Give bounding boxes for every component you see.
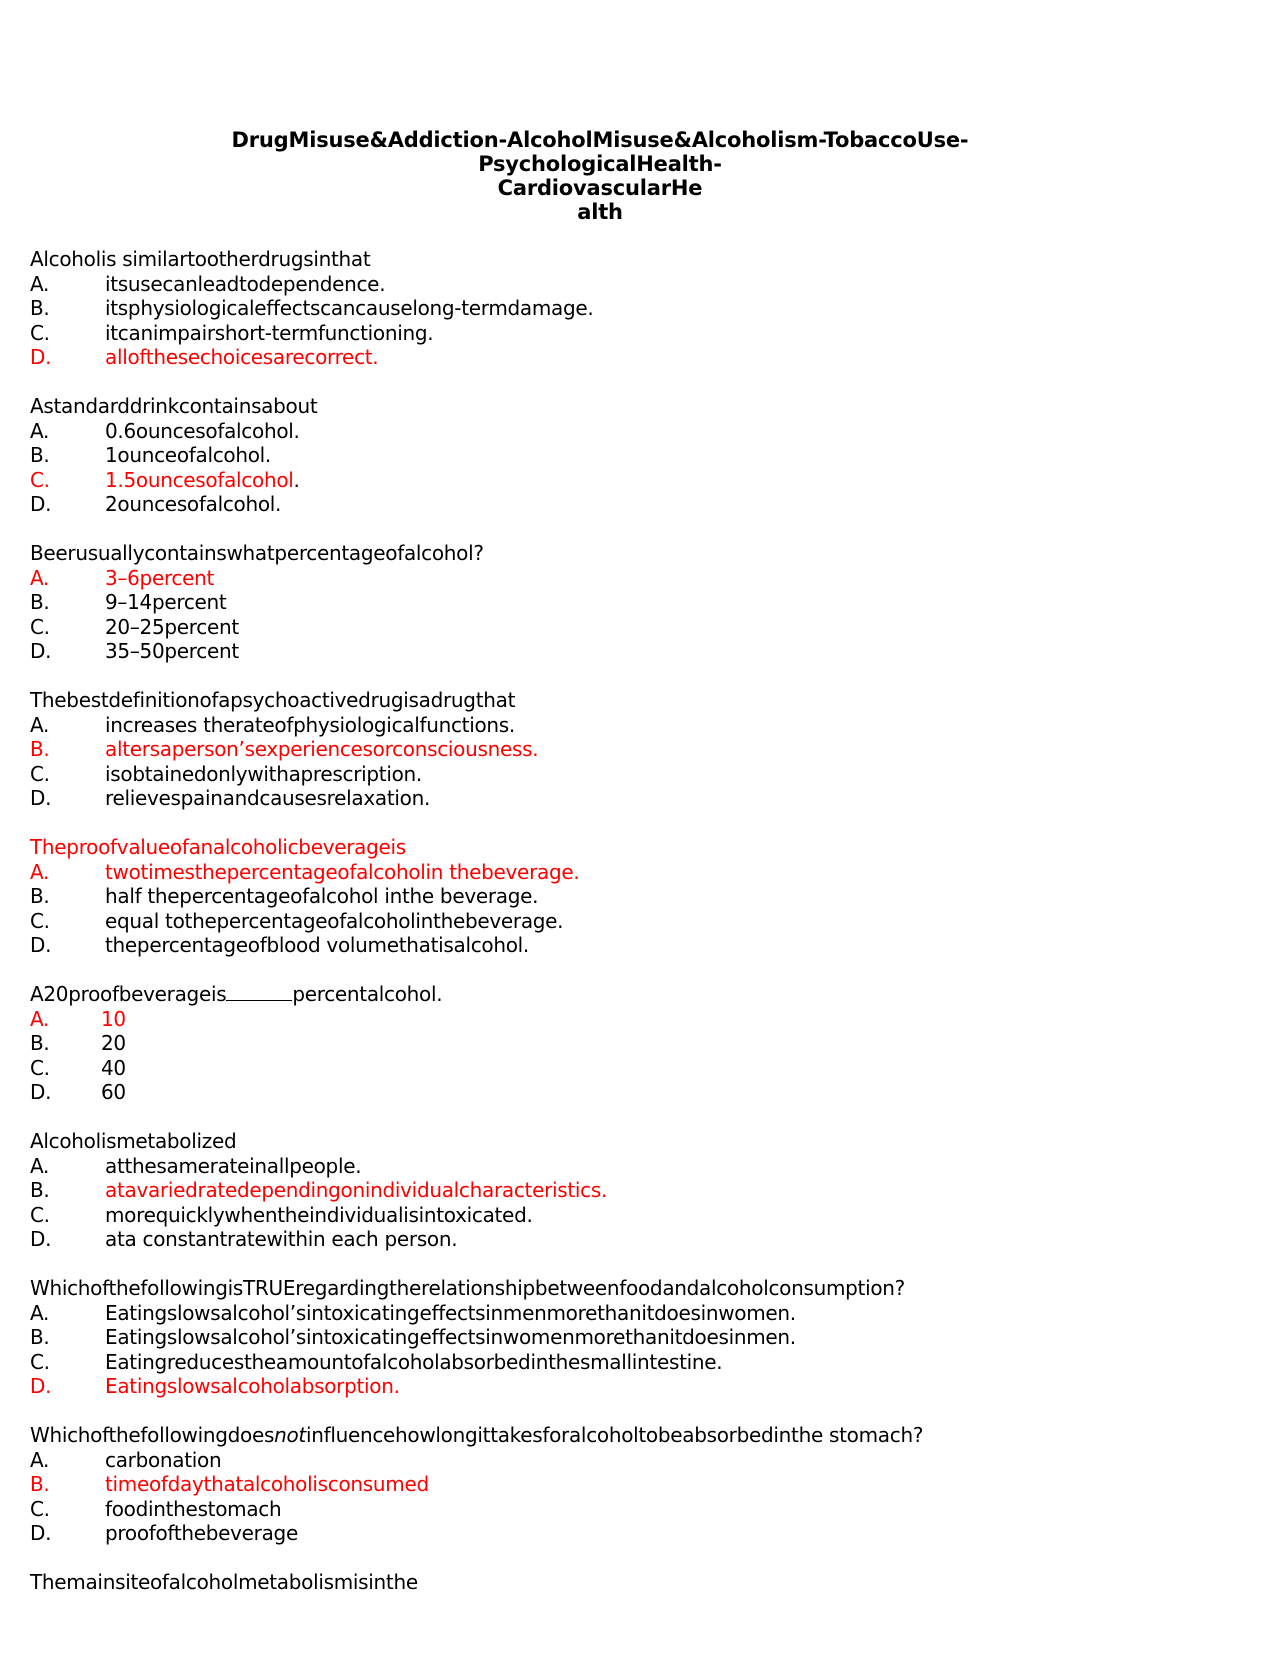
- question-text-before: A20proofbeverageis: [30, 982, 227, 1006]
- option-text: 2ouncesofalcohol.: [105, 492, 282, 516]
- option-c: [30, 321, 1250, 346]
- option-text: foodinthestomach: [105, 1496, 282, 1521]
- option-a: [30, 272, 1250, 297]
- question-text-after: influencehowlongittakesforalcoholtobeabsorbedinthe stomach?: [305, 1423, 924, 1447]
- option-letter: A.: [30, 271, 50, 296]
- option-text: allofthesechoicesarecorrect.: [105, 345, 379, 369]
- question-text: [30, 1423, 1250, 1448]
- option-text: 0.6ouncesofalcohol.: [105, 418, 300, 443]
- option-letter: D.: [30, 639, 52, 663]
- option-b-correct-answer: [30, 737, 1250, 762]
- option-d: [30, 933, 1250, 958]
- option-a: [30, 1448, 1250, 1473]
- option-d-correct-answer: [30, 1374, 1250, 1399]
- document-title: [140, 128, 1060, 224]
- option-d: [30, 1080, 1250, 1105]
- option-letter: A.: [30, 1006, 50, 1031]
- option-letter: D.: [30, 1080, 52, 1104]
- option-letter: B.: [30, 737, 50, 761]
- option-d: [30, 639, 1250, 664]
- option-c: [30, 1056, 1250, 1081]
- option-c: [30, 1350, 1250, 1375]
- option-letter: D.: [30, 345, 52, 369]
- option-text: 1.5ouncesofalcohol: [105, 467, 294, 492]
- option-text: thepercentageofblood volumethatisalcohol.: [105, 933, 529, 957]
- option-text: Eatingslowsalcohol’sintoxicatingeffectsinwomenmorethanitdoesinmen.: [105, 1325, 796, 1349]
- option-letter: B.: [30, 1178, 50, 1202]
- option-letter: D.: [30, 933, 52, 957]
- title-line: CardiovascularHe: [497, 176, 703, 200]
- option-letter: B.: [30, 884, 50, 908]
- option-text: morequicklywhentheindividualisintoxicated.: [105, 1202, 533, 1227]
- option-suffix: .: [293, 467, 300, 492]
- option-b: [30, 1031, 1250, 1056]
- option-b: [30, 1325, 1250, 1350]
- option-b: [30, 443, 1250, 468]
- option-letter: C.: [30, 1349, 50, 1374]
- option-letter: C.: [30, 1202, 50, 1227]
- question-text-before: Whichofthefollowingdoes: [30, 1423, 275, 1447]
- option-text: 9–14percent: [105, 590, 227, 614]
- question-text: Astandarddrinkcontainsabout: [30, 394, 318, 418]
- option-letter: C.: [30, 761, 50, 786]
- option-letter: C.: [30, 1055, 50, 1080]
- option-letter: C.: [30, 1496, 50, 1521]
- option-text: 1ounceofalcohol.: [105, 443, 271, 467]
- option-a-correct-answer: [30, 566, 1250, 591]
- option-a: [30, 713, 1250, 738]
- option-letter: D.: [30, 786, 52, 810]
- option-text: half thepercentageofalcohol inthe beverage.: [105, 884, 539, 908]
- question-2: [30, 394, 1250, 517]
- option-letter: B.: [30, 443, 50, 467]
- option-letter: C.: [30, 614, 50, 639]
- option-a-correct-answer: [30, 1007, 1250, 1032]
- option-text: itcanimpairshort-termfunctioning.: [105, 320, 434, 345]
- question-text: Themainsiteofalcoholmetabolismisinthe: [30, 1570, 418, 1594]
- option-a-correct-answer: [30, 860, 1250, 885]
- option-text: 20–25percent: [105, 614, 239, 639]
- option-d: [30, 492, 1250, 517]
- question-text: Alcoholismetabolized: [30, 1129, 237, 1153]
- option-letter: A.: [30, 565, 50, 590]
- option-a: [30, 1301, 1250, 1326]
- option-c: [30, 909, 1250, 934]
- option-text: 10: [101, 1006, 126, 1031]
- question-1: [30, 247, 1250, 370]
- option-b-correct-answer: [30, 1178, 1250, 1203]
- question-9: [30, 1423, 1250, 1546]
- answer-blank: [226, 984, 292, 1001]
- question-5: [30, 835, 1250, 958]
- question-text: [30, 982, 1250, 1007]
- question-10: [30, 1570, 1250, 1595]
- question-text: WhichofthefollowingisTRUEregardingtherelationshipbetweenfoodandalcoholconsumption?: [30, 1276, 905, 1300]
- option-text: Eatingreducestheamountofalcoholabsorbedinthesmallintestine.: [105, 1349, 723, 1374]
- option-letter: C.: [30, 320, 50, 345]
- option-text: atthesamerateinallpeople.: [105, 1153, 362, 1178]
- title-line: PsychologicalHealth-: [478, 152, 722, 176]
- option-a: [30, 419, 1250, 444]
- option-text: timeofdaythatalcoholisconsumed: [105, 1472, 429, 1496]
- option-letter: A.: [30, 1153, 50, 1178]
- option-d: [30, 786, 1250, 811]
- option-c: [30, 615, 1250, 640]
- option-letter: B.: [30, 1031, 50, 1055]
- question-7: [30, 1129, 1250, 1252]
- option-text: 20: [101, 1031, 126, 1055]
- question-4: [30, 688, 1250, 811]
- title-line: DrugMisuse&Addiction-AlcoholMisuse&Alcoholism-TobaccoUse-: [231, 128, 969, 152]
- option-c: [30, 762, 1250, 787]
- option-text: carbonation: [105, 1447, 222, 1472]
- option-text: ata constantratewithin each person.: [105, 1227, 458, 1251]
- question-text: Beerusuallycontainswhatpercentageofalcohol?: [30, 541, 484, 565]
- question-8: [30, 1276, 1250, 1399]
- option-letter: C.: [30, 908, 50, 933]
- option-letter: A.: [30, 1300, 50, 1325]
- option-text: Eatingslowsalcoholabsorption.: [105, 1374, 400, 1398]
- option-text: altersaperson’sexperiencesorconsciousness.: [105, 737, 539, 761]
- option-text: atavariedratedependingonindividualcharacteristics.: [105, 1178, 608, 1202]
- option-letter: C.: [30, 467, 50, 492]
- option-letter: A.: [30, 712, 50, 737]
- title-line: alth: [577, 200, 623, 224]
- option-letter: D.: [30, 492, 52, 516]
- question-list: [30, 247, 1250, 1619]
- option-text: 60: [101, 1080, 126, 1104]
- option-text: equal tothepercentageofalcoholinthebeverage.: [105, 908, 564, 933]
- option-letter: A.: [30, 418, 50, 443]
- option-letter: B.: [30, 590, 50, 614]
- question-text: Alcoholis similartootherdrugsinthat: [30, 247, 371, 271]
- option-d: [30, 1521, 1250, 1546]
- option-letter: A.: [30, 1447, 50, 1472]
- option-c-correct-answer: [30, 468, 1250, 493]
- option-text: 40: [101, 1055, 126, 1080]
- question-3: [30, 541, 1250, 664]
- option-letter: B.: [30, 1325, 50, 1349]
- question-text: Theproofvalueofanalcoholicbeverageis: [30, 835, 406, 859]
- option-text: 35–50percent: [105, 639, 239, 663]
- question-text-after: percentalcohol.: [292, 982, 443, 1006]
- option-b: [30, 296, 1250, 321]
- option-letter: A.: [30, 859, 50, 884]
- option-text: Eatingslowsalcohol’sintoxicatingeffectsinmenmorethanitdoesinwomen.: [105, 1300, 796, 1325]
- option-d-correct-answer: [30, 345, 1250, 370]
- option-text: isobtainedonlywithaprescription.: [105, 761, 422, 786]
- option-letter: D.: [30, 1227, 52, 1251]
- option-b: [30, 884, 1250, 909]
- option-text: proofofthebeverage: [105, 1521, 298, 1545]
- option-letter: D.: [30, 1374, 52, 1398]
- option-text: itsphysiologicaleffectscancauselong-termdamage.: [105, 296, 594, 320]
- question-text-emphasis: not: [274, 1423, 306, 1447]
- option-c: [30, 1497, 1250, 1522]
- option-text: itsusecanleadtodependence.: [105, 271, 386, 296]
- option-letter: B.: [30, 296, 50, 320]
- option-letter: D.: [30, 1521, 52, 1545]
- question-6: [30, 982, 1250, 1105]
- option-text: relievespainandcausesrelaxation.: [105, 786, 431, 810]
- option-a: [30, 1154, 1250, 1179]
- option-letter: B.: [30, 1472, 50, 1496]
- option-b: [30, 590, 1250, 615]
- option-text: 3–6percent: [105, 565, 215, 590]
- question-text: Thebestdefinitionofapsychoactivedrugisadrugthat: [30, 688, 516, 712]
- option-b-correct-answer: [30, 1472, 1250, 1497]
- option-text: twotimesthepercentageofalcoholin thebeverage.: [105, 859, 580, 884]
- option-text: increases therateofphysiologicalfunctions.: [105, 712, 515, 737]
- option-d: [30, 1227, 1250, 1252]
- option-c: [30, 1203, 1250, 1228]
